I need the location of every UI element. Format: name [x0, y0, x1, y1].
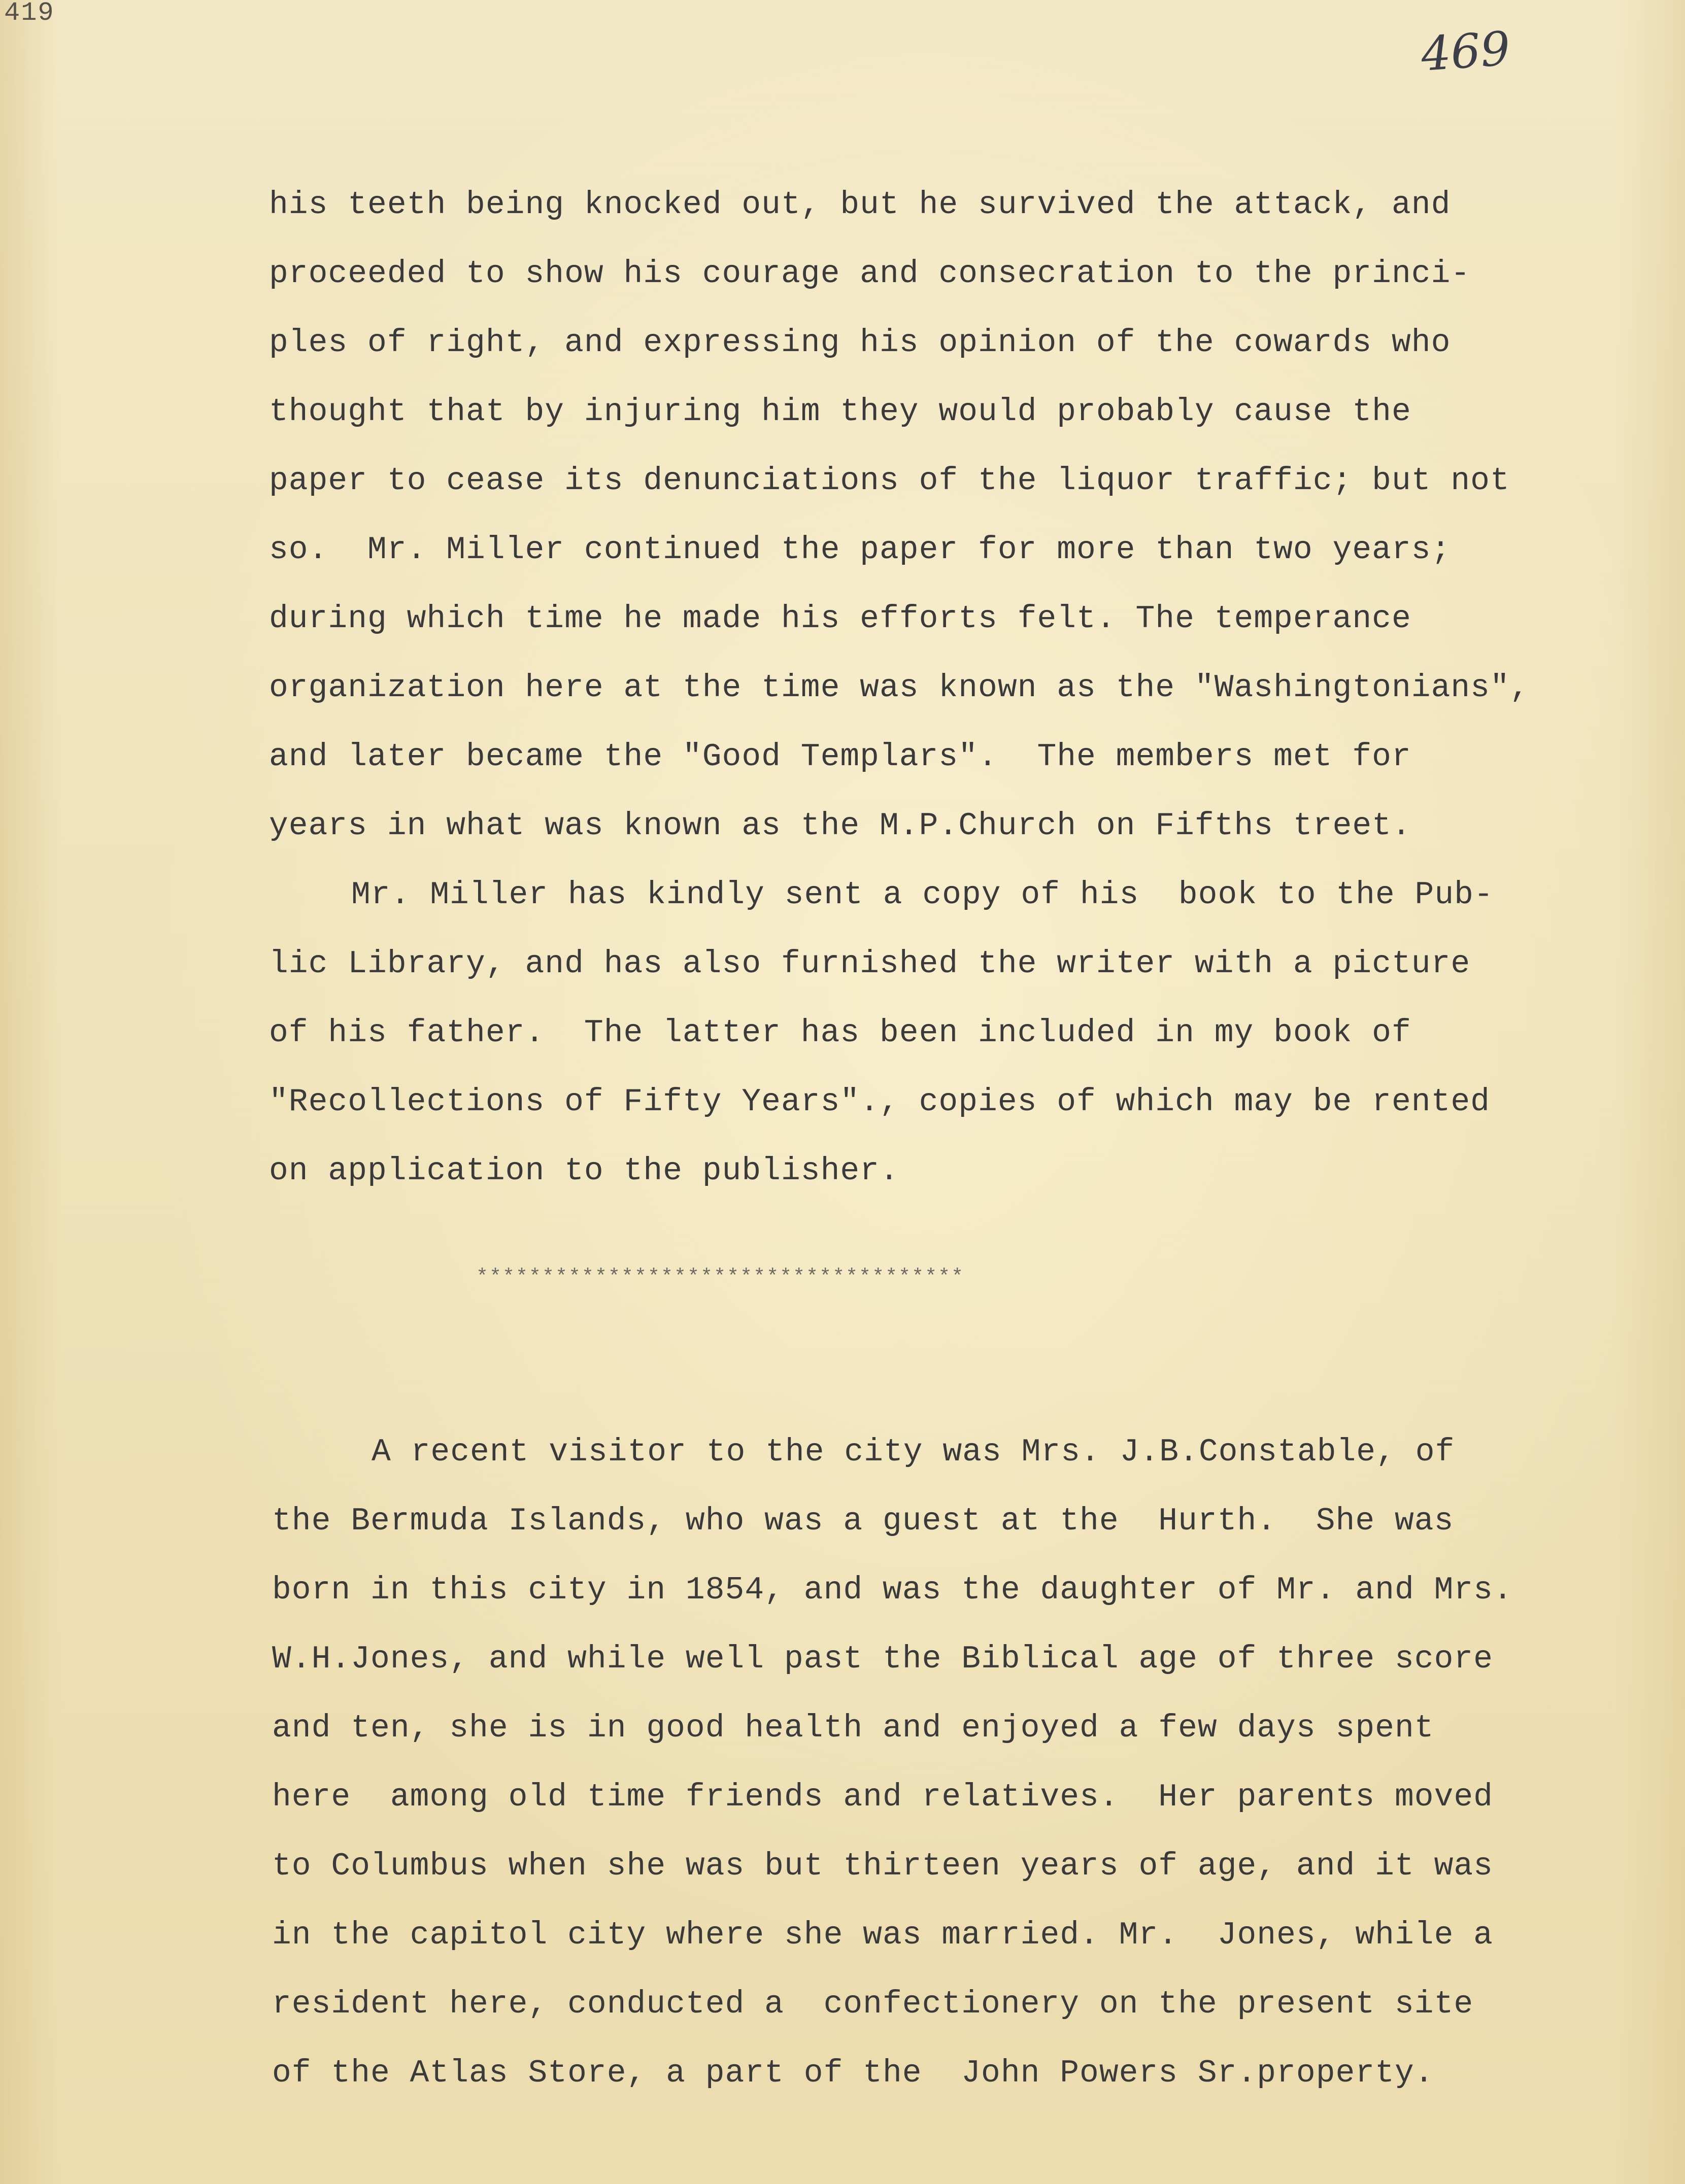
text-line: born in this city in 1854, and was the daughter of Mr. and Mrs. [272, 1572, 1513, 1608]
text-line: thought that by injuring him they would probably cause the [269, 394, 1411, 430]
text-line: W.H.Jones, and while well past the Biblical age of three score [272, 1641, 1493, 1677]
text-line: and ten, she is in good health and enjoyed a few days spent [272, 1710, 1434, 1746]
text-line: "Recollections of Fifty Years"., copies of which may be rented [269, 1084, 1490, 1120]
text-line: of his father. The latter has been included in my book of [269, 1015, 1411, 1051]
section-separator: ************************************* [476, 1266, 965, 1289]
text-line: A recent visitor to the city was Mrs. J.B.Constable, of [372, 1434, 1455, 1470]
text-line: Mr. Miller has kindly sent a copy of his book to the Pub- [351, 877, 1494, 913]
text-line: proceeded to show his courage and consecration to the princi- [269, 256, 1471, 292]
text-line: on application to the publisher. [269, 1153, 899, 1189]
text-line: years in what was known as the M.P.Church on Fifths treet. [269, 808, 1411, 844]
text-line: ples of right, and expressing his opinion of the cowards who [269, 325, 1451, 361]
text-line: of the Atlas Store, a part of the John Powers Sr.property. [272, 2055, 1434, 2091]
handwritten-page-number: 469 [1419, 21, 1512, 82]
text-line: lic Library, and has also furnished the writer with a picture [269, 946, 1471, 982]
archive-page-number: 419 [4, 0, 55, 28]
text-line: resident here, conducted a confectionery on the present site [272, 1986, 1474, 2022]
text-line: his teeth being knocked out, but he survived the attack, and [269, 187, 1451, 223]
text-line: here among old time friends and relatives. Her parents moved [272, 1779, 1493, 1815]
text-line: so. Mr. Miller continued the paper for more than two years; [269, 532, 1451, 568]
text-line: and later became the "Good Templars". The members met for [269, 739, 1411, 775]
text-line: organization here at the time was known as the "Washingtonians", [269, 670, 1530, 706]
text-line: during which time he made his efforts felt. The temperance [269, 601, 1411, 637]
text-line: in the capitol city where she was married. Mr. Jones, while a [272, 1917, 1493, 1953]
text-line: to Columbus when she was but thirteen years of age, and it was [272, 1848, 1493, 1884]
text-line: the Bermuda Islands, who was a guest at the Hurth. She was [272, 1503, 1454, 1539]
text-line: paper to cease its denunciations of the liquor traffic; but not [269, 463, 1510, 499]
